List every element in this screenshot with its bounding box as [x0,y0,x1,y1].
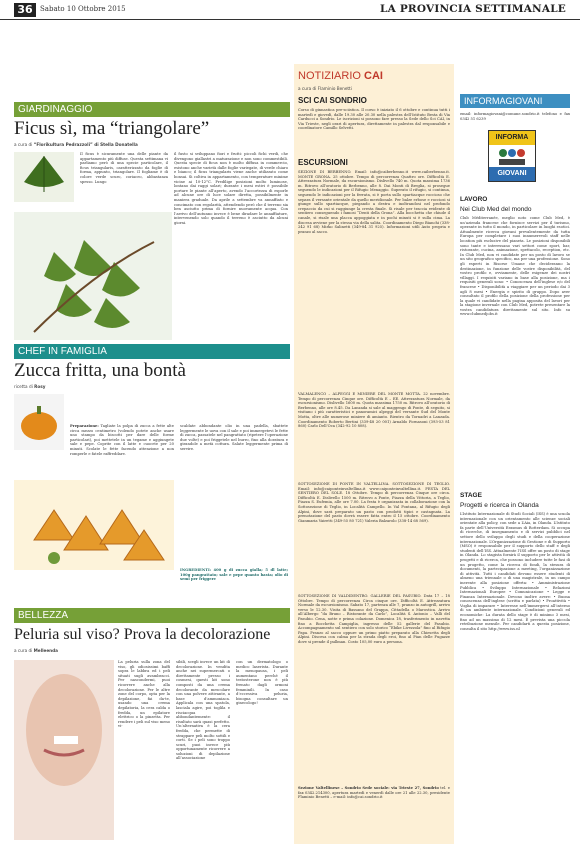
lavoro-subtitle: Nei Club Med del mondo [460,206,532,213]
sci-cai-title: SCI CAI SONDRIO [298,96,367,105]
cai-footer [298,786,450,812]
article-title-zucca: Zucca fritta, una bontà [14,360,186,381]
ficus-text-col2: il fusto si sviluppano fiori e frutti: piccoli fichi verdi, che divengono giallastri a maturazione e non sono commestibili. Questa specie di ficus non è molto diffusa in commercio, esistono anche varietà dalle foglie variegate, di verde chiaro e bianco; il ficus triangularis viene anche utilizzato come bonsai. Si coltiva in appartamento, con temperature minime vicine ai 10-12°C. Predilige posizioni molto luminose, lontano dai raggi solari; durante i mesi estivi è possibile portare le piante all’aperto, avendo l’accortezza di esporle ad alcune ore di luce solare diretta, possibilmente in maniera graduale. Da aprile a settembre va annaffiato e concimato con regolarità, attendendo però che il terreno sia ben asciutto prima di fornire nuovamente acqua. Con l’arrivo dell’autunno invece è bene diradare le annaffiature, intervenendo solo quando il terreno è asciutto da alcuni giorni. [174,152,288,225]
masthead [0,0,580,20]
recipe-ingredients [180,568,288,608]
ingredients-text: 400 g di zucca gialla; 5 dl latte; 100g pangrattato; sale e pepe quanto basta; olio di semi per friggere [180,568,288,582]
informagiovani-contact: email: informagiovani@comune.sondrio.it telefono e fax 0342 51 6239 [460,112,570,121]
section-bellezza: BELLEZZA [14,608,290,623]
ficus-plant-photo-icon [14,212,172,340]
byline-author: “Florikultura Pedrazzoli” di Stella Donatella [33,142,138,147]
cai-header-prefix: NOTIZIARIO [298,70,364,82]
byline-prefix: a cura di [14,648,34,653]
preparation-label: Preparazione: [70,424,99,428]
informagiovani-header: INFORMAGIOVANI [460,94,570,108]
informagiovani-logo-icon [488,130,536,182]
stage-title: STAGE [460,492,482,499]
fried-pumpkin-photo-icon [14,480,174,570]
byline-ficus [14,142,138,147]
article-title-peluria: Peluria sul viso? Prova la decolorazione [14,626,271,643]
ficus-text-col1: Il ficus è sicuramente una delle piante da appartamento più diffuse. Questa settimana vi parliamo però di una specie particolare, il ficus triangularis, caratterizzato da foglie di forma, appunto, triangolare. Il fogliame è di colore verde scuro, coriaceo, abbastanza spesso. Lungo [80,152,168,184]
lavoro-title: LAVORO [460,196,488,203]
cai-curator: a cura di Flaminio Benetti [298,86,352,91]
preparation-text: Tagliate la polpa di zucca a fette alte circa mezzo centimetro (volendo potete anche usare uno stampo da biscotti per dare delle forme particolari), poi mettetele in un tegame e aggiungete sale e pepe. Coprite con il latte e cuocete per 20 minuti. Scolate le fette facendo attenzione a non romperle e fatele raffreddare. [70,424,174,456]
cai-header [298,68,450,84]
byline-author: Rosy [34,384,46,389]
section-giardinaggio: GIARDINAGGIO [14,102,290,117]
newspaper-name: LA PROVINCIA SETTIMANALE [380,3,566,15]
issue-date: Sabato 10 Ottobre 2015 [40,5,126,13]
escursione-grona: SEZIONE DI BERBENNO. Email: info@caiberbenno.it www.caiberbenno.it. MONTE GRONA. 25 ottobre. Tempo di percorrenza Quattro ore. Difficoltà E. Attrezzatura Normale, da escursionismo. Dislivello 740 m. Quota massima 1736 m. Ritrovo all’oratorio di Berbenno, alle 8. Dai Monti di Breglia, si prosegue seguendo le indicazioni per il Rifugio Menaggio. Superato il rifugio, si continua, seguendo le indicazioni per la ferrata, si è porta sullo spartiacque roccioso che separa il versante orientale da quello meridionale. Per balze erbose e rocciosi si giunge sullo spartiacque, piegando a destra e inoltrandosi nel profondo crepaccio da cui si raggiunge la cresta finale. Si risale per traccia evidente di sentiero conseguendo i famosi “Denti della Grona”. Alla bocchetta che chiude il canale, si risale una placca appoggiata e in pochi minuti si è sulla cima. La discesa avviene per la stessa via della salita. Coordinamento Diego Bianchi (338-242 91 68) Mirko Salinetti (349-84 31 925). Informazioni utili Auto propria e pranzo al sacco. [298,170,450,234]
lavoro-text: Club Méditerranée, meglio noto come Club Med, è un’azienda francese che fornisce servizi per il turismo, operante in tutto il mondo, in particolare in luoghi esotici. Attualmente ricerca giovani prevalentemente da tutta Europa per completare i suoi innumerevoli staff nelle location più esclusive del pianeta. Le posizioni disponibili sono tante e interessano vari settori come sport, bar, ristorante, cucina, animazione, spettacolo, reception, etc. In Club Med, non vi candidate per un posto di lavoro se un sito geografico specifico, ma per una professione. Sono gli esperti in Risorse Umane che decideranno la destinazione, in funzione delle vostre disponibilità, del vostro profilo e, ovviamente, delle esigenze dei nostri villaggi. I requisiti variano in base alla posizione, ma i requisiti generali sono: • Conoscenza dell’inglese e/o del francese • Disponibilità a viaggiare per un periodo dai 3 agli 8 mesi • Energia e spirito di gruppo. Dopo aver consultato il profilo della posizione della professione per la quale vi candidate nella pagina apposita del lavori per la stagione invernale con Club Med, potrete presentare la vostra candidatura direttamente sul sito. Info su www.clubmedjobs.it [460,216,570,317]
logo-giovani: GIOVANI [489,167,535,181]
cai-brand: CAI [364,70,383,82]
article-title-ficus: Ficus sì, ma “triangolare” [14,118,210,139]
logo-informa: INFORMA [489,131,535,145]
page-number: 36 [14,3,36,17]
byline-author: Melleenda [33,648,58,653]
escursione-sentiero-sole: SOTTOSEZIONE DI PONTE IN VALTELLINA. SOTTOSEZIONE DI TEGLIO. Email: info@caiponteinvaltellina.it www.caiponteinvaltellina.it. FESTA DEL SENTIERO DEL SOLE. 18 Ottobre. Tempo di percorrenza Cinque ore circa. Difficoltà E. Dislivello 1500 m. Ritrovo a Ponte, Piazza della Vittoria, a Teglio, Piazza S. Eufemia, alle ore 7.00. La festa è organizzata in collaborazione con la Sottosezione di Teglio, in Località Campello. In Val Fontana, al Rifugio degli Alpini, dove sarà preparato un pasto con prodotti tipici e castagnata. La prenotazione del pasto dovrà essere fatta entro il 15 ottobre. Coordinamento Gianmaria Vairetti (349-55 80 721) Valeria Balzarolo (338-14 68 569). [298,482,450,523]
escursioni-title: ESCURSIONI [298,158,348,167]
escursione-pasubio: SOTTOSEZIONE DI VALDIDENTRO. GALLERIE DEL PASUBIO. Data 17 – 18 Ottobre. Tempo di percorrenza Circa cinque ore. Difficoltà E. Attrezzatura Normale da escursionismo. Sabato 17, partenza alle 7, pranzo in autogrill, arrivo verso le 12.30. Visita di Bassano del Grappa, Cittadella o Marostica. Arrivo all’Albergo “da Bruno – Ristorante da Carlo”, Località S. Antonio – Valli del Pasubio. Cena, notte e prima colazione. Domenica 18, trasferimento in navetta fino a Bocchetta Campiglia, ingresso delle 52 gallerie del Pasubio. Accompagnamento sul sentiero con solo storico “Ebike Livezzola” fino al Rifugio Papa. Pranzo al sacco oppure un primo piatto preparato alla Chiesetta degli Alpini. Discesa con calma per la strada degli eroi, fino al Pian delle Fugazze dove si prende il pullman. Costo 105,00 euro a persona. [298,594,450,644]
byline-prefix: a cura di [14,142,34,147]
peluria-text-col2: sibili, scegli invece un kit di decolorazione. In vendita anche nei supermercati o direttamente presso i cosmesi, questi kit sono composti da una crema decolorante da mescolare con una polvere attivante, a base d’ammoniaca. Applicala con una spatola, lasciala agire, poi toglila e risciacqua abbondantemente: il risultato sarà quasi perfetto. Un’alternativa è la cera fredda, che permette di strappare peli molto sottili e corti. Se i peli sono troppo scuri, puoi invece più opportunamente ricorrere a soluzioni di depilazione all’associazione [176,660,230,761]
ficus-leaf-icon [14,152,74,202]
peluria-text-col1: La peluria sulla zona del viso, gli odiosissimi baffi sopra le labbra ed i peli situati sugli avambracci. Per nascondermi, puoi ricorrere anche alla decolorazione. Per le altre zone del corpo, opta per la depilazione, fai da-te, usando una crema depilatoria, la cera calda o fredda, un epilatore elettrico o la pinzetta. Per rendere i peli sul viso meno vi- [118,660,170,729]
stage-text: L’Istituto Internazionale di Studi Sociali (ISS) è una scuola internazionale con un orientamento alle scienze sociali orientate alla policy, con sede a L’Aia, in Olanda. L’Istituto fa parte dell’Università Erasmus di Rotterdam. Si occupa di ricerche, di insegnamento e di servizi pubblici nel settore dello sviluppo degli studi e della cooperazione internazionale. L’Organizzazione di Gestione e di Supporto (MSO) è responsabile per il supporto dello staff e degli studenti dell’ISS. Attualmente l’ISS offre un posto di stage in Olanda. Lo stagista fornirà il supporto per le attività di progetti e di ricerca, che possono includere tutte le fasi di un progetto, come la ricerca di fondi, la stesura di documenti, la partecipazione a meeting, l’organizzazione di attività. Tutti i candidati devono essere studenti di almeno una triennale o di una magistrale, in un campo inerente alla posizione offerta: • Amministrazione Pubblica • Sviluppo Internazionale • Relazioni Internazionali Europee • Comunicazione • Legge e Finanza Internazionale. Devono inoltre avere: • Buona conoscenza dell’inglese (scritta e parlata) • Proattività • Voglia di imparare • Interesse nell’immergersi all’interno di un ambiente internazionale. Condizioni generali ed economiche: La durata dello stage è di minimo 3 mesi, fino ad un massimo di 12 mesi. È prevista una piccola retribuzione mensile. Per candidarti a questa posizione, consulta il sito http://www.iss.nl [460,512,570,631]
byline-peluria [14,648,58,653]
byline-prefix: ricetta di [14,384,35,389]
recipe-preparation [70,424,174,478]
stage-subtitle: Progetti e ricerca in Olanda [460,502,539,509]
woman-face-photo-icon [14,660,114,840]
peluria-text-col3: con un dermatologo o medico laserista. Durante la menopausa, i peli aumentano perché il testosterone non è più frenato dagli ormoni femminili. In caso d’eccessiva peluria, bisogna consultare un ginecologo! [236,660,288,706]
cai-footer-text: tel. e fax 0342.214300, apertura martedì e venerdì dalle ore 21 alle 22.30, presidente Flaminio Benetti – e-mail: info@cai.sondrio.it [298,786,450,800]
byline-zucca [14,384,45,389]
pumpkin-icon [14,394,64,450]
ingredients-label: INGREDIENTI: [180,568,212,572]
recipe-text-col2: scaldate abbondante olio in una padella, sbattete leggermente le uova con il sale e poi immergetevi le fette di zucca, passatele nel pangrattato (ripetere l’operazione due volte) e poi friggetele nel burro, fino alla doratura e girandole a metà cottura. Salate leggermente prima di servire. [180,424,288,451]
sci-cai-intro: Corso di ginnastica pre-sciistica. Il corso è iniziato il 6 ottobre e continua tutti i martedì e giovedì, dalle 19.30 alle 20.30 nella palestra dell’Istituto Besta di Via Carducci a Sondrio. Le iscrizioni si possono fare presso la Sede dello Sci CAI, in Via Trieste, negli orari di apertura, direttamente in palestra dal responsabile e coordinatore Camillo Selvetti. [298,108,450,131]
cai-footer-label: Sezione Valtellinese – Sondrio Sede sociale: via Trieste 27, Sondrio [298,786,439,790]
escursione-valmalenco: VALMALENCO – ALPEGGI E MINIERE DEL MONTE MOTTA. 22 novembre. Tempo di percorrenza Cinque ore. Difficoltà E – EE. Attrezzatura Normale, da escursionismo. Dislivello 1600 m. Quota massima 1750 m. Ritrovo all’oratorio di Berbenno, alle ore 8.45. Da Lanzada si sale al maggengo di Ponte, di seguito, si visitano i più caratteristici e panoramici alpeggi del versante Sud del Monte Motta, oltre alle numerose miniere di amianto. Rientro da Tornadri a Lanzada. Coordinamento Roberto Bertini (339-48 20 001) Arnaldo Fornasoni (393-53 81 860) Carlo Dell’Oca (342-92 10 808). [298,392,450,429]
section-chef: CHEF IN FAMIGLIA [14,344,290,359]
